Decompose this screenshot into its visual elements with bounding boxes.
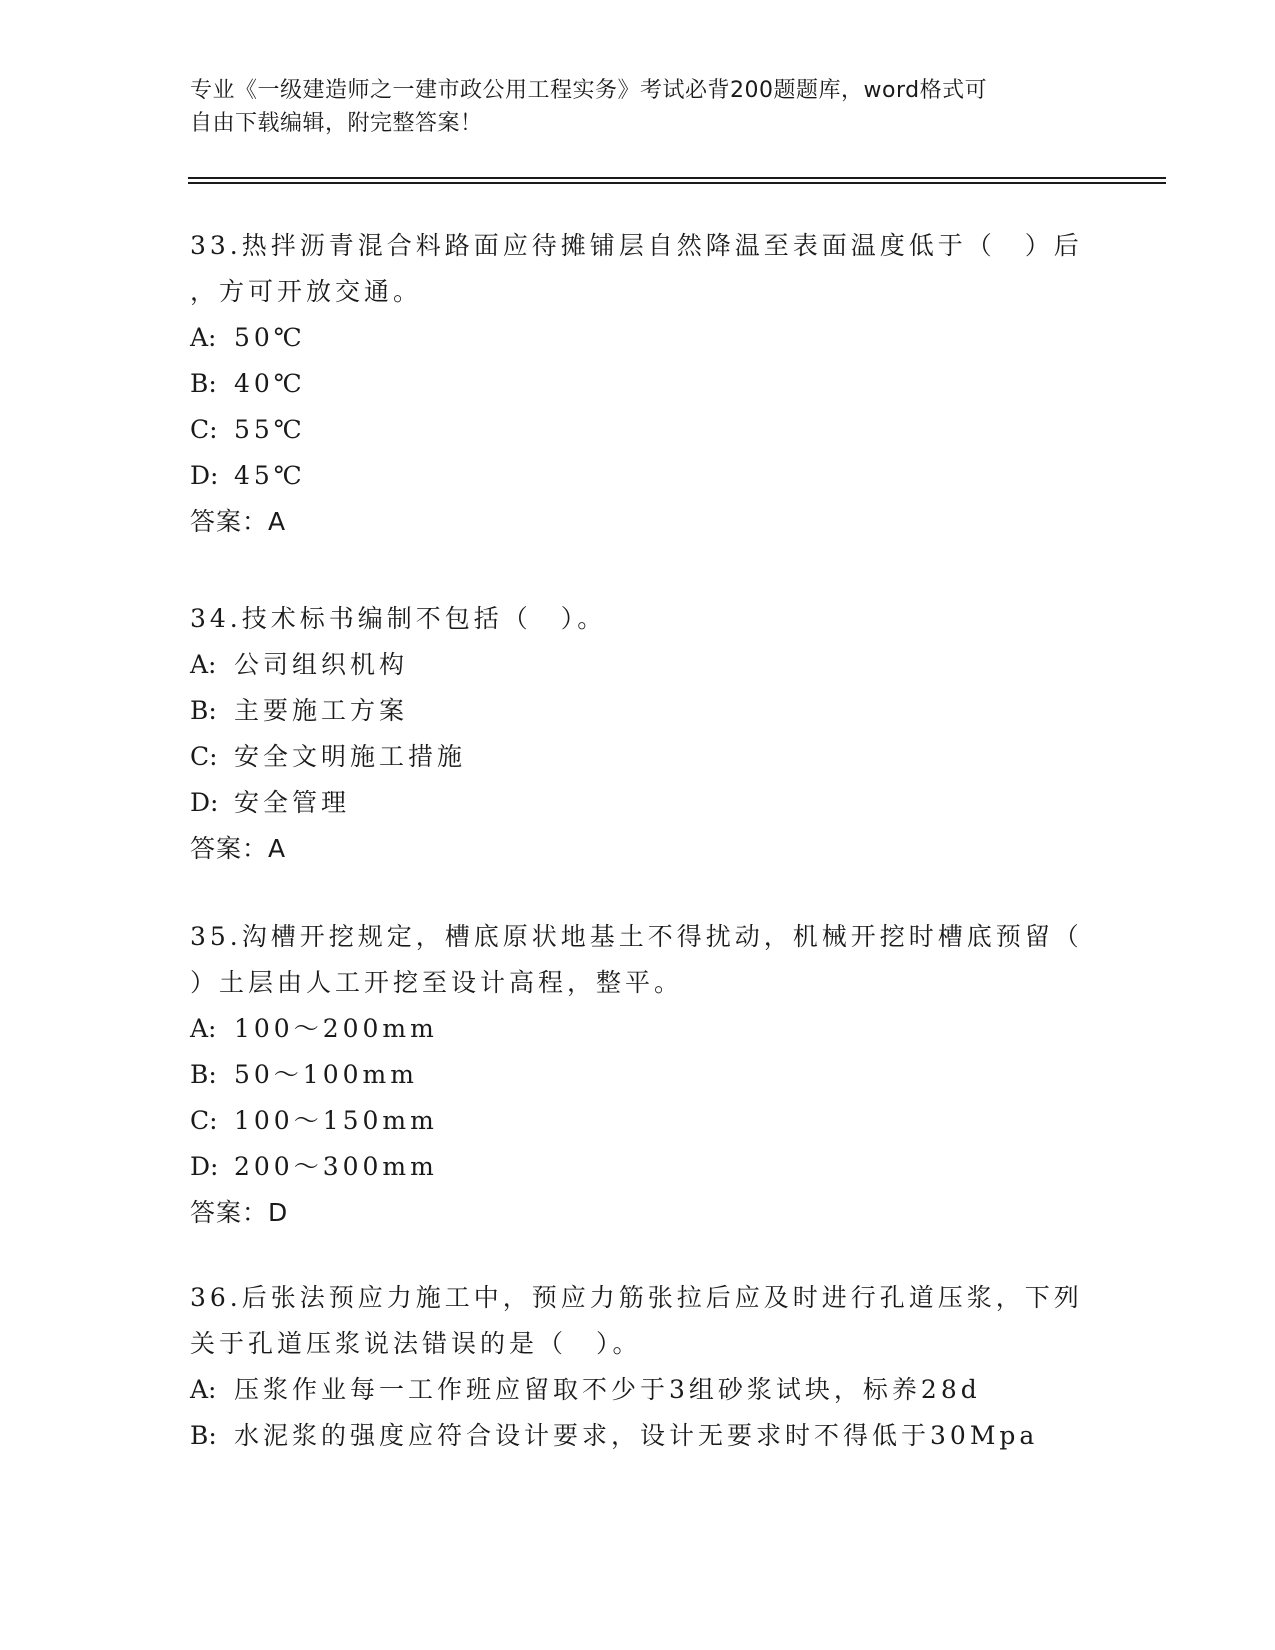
option-letter: C: xyxy=(190,742,218,771)
option-text: 100～200mm xyxy=(234,1014,438,1043)
option-c xyxy=(190,407,1090,453)
header-rule-top xyxy=(188,177,1166,179)
option-letter: A: xyxy=(190,1014,217,1043)
option-text: 压浆作业每一工作班应留取不少于3组砂浆试块，标养28d xyxy=(234,1375,981,1404)
document-header xyxy=(190,74,1090,140)
option-text: 主要施工方案 xyxy=(234,696,409,725)
question-text-line: 35.沟槽开挖规定，槽底原状地基土不得扰动，机械开挖时槽底预留（ xyxy=(190,922,1083,951)
option-text: 200～300mm xyxy=(234,1152,438,1181)
option-d xyxy=(190,780,1090,826)
option-letter: B: xyxy=(190,369,217,398)
option-text: 水泥浆的强度应符合设计要求，设计无要求时不得低于30Mpa xyxy=(234,1421,1039,1450)
option-letter: B: xyxy=(190,696,217,725)
question-text-line: ，方可开放交通。 xyxy=(190,277,423,306)
option-text: 50～100mm xyxy=(234,1060,418,1089)
option-a xyxy=(190,642,1090,688)
question-33 xyxy=(190,223,1090,545)
option-text: 55℃ xyxy=(234,415,306,444)
option-text: 45℃ xyxy=(234,461,306,490)
option-c xyxy=(190,734,1090,780)
question-text-line: 33.热拌沥青混合料路面应待摊铺层自然降温至表面温度低于（ ）后 xyxy=(190,231,1083,260)
option-letter: C: xyxy=(190,415,218,444)
question-35 xyxy=(190,914,1090,1236)
question-text-line: 34.技术标书编制不包括（ ）。 xyxy=(190,604,607,633)
option-text: 安全文明施工措施 xyxy=(234,742,467,771)
option-letter: D: xyxy=(190,1152,219,1181)
question-text-line: 关于孔道压浆说法错误的是（ ）。 xyxy=(190,1329,642,1358)
option-b xyxy=(190,361,1090,407)
option-a xyxy=(190,1006,1090,1052)
option-letter: A: xyxy=(190,650,217,679)
option-c xyxy=(190,1098,1090,1144)
question-34 xyxy=(190,596,1090,872)
option-letter: A: xyxy=(190,323,217,352)
option-letter: D: xyxy=(190,788,219,817)
option-letter: B: xyxy=(190,1421,217,1450)
header-line-1: 专业《一级建造师之一建市政公用工程实务》考试必背200题题库，word格式可 xyxy=(190,78,988,103)
option-a xyxy=(190,315,1090,361)
option-b xyxy=(190,1413,1090,1459)
option-letter: C: xyxy=(190,1106,218,1135)
answer-line: 答案：A xyxy=(190,507,287,536)
question-text-line: 36.后张法预应力施工中，预应力筋张拉后应及时进行孔道压浆，下列 xyxy=(190,1283,1083,1312)
option-text: 40℃ xyxy=(234,369,306,398)
option-letter: B: xyxy=(190,1060,217,1089)
header-rule-bottom xyxy=(188,182,1166,184)
option-b xyxy=(190,1052,1090,1098)
option-text: 安全管理 xyxy=(234,788,351,817)
option-letter: D: xyxy=(190,461,219,490)
option-text: 50℃ xyxy=(234,323,306,352)
option-d xyxy=(190,453,1090,499)
question-text-line: ）土层由人工开挖至设计高程，整平。 xyxy=(190,968,684,997)
question-36 xyxy=(190,1275,1090,1459)
answer-line: 答案：D xyxy=(190,1198,289,1227)
answer-line: 答案：A xyxy=(190,834,287,863)
option-text: 100～150mm xyxy=(234,1106,438,1135)
option-letter: A: xyxy=(190,1375,217,1404)
option-d xyxy=(190,1144,1090,1190)
option-text: 公司组织机构 xyxy=(234,650,409,679)
option-a xyxy=(190,1367,1090,1413)
option-b xyxy=(190,688,1090,734)
header-line-2: 自由下载编辑，附完整答案！ xyxy=(190,111,483,136)
